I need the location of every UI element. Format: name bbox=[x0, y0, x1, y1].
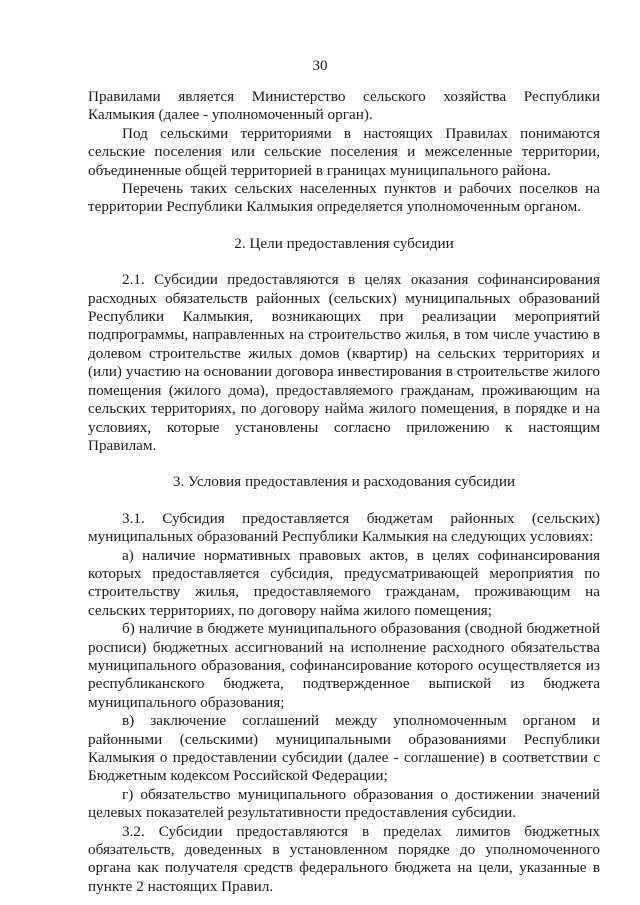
paragraph: 2.1. Субсидии предоставляются в целях оказания софинансирования расходных обязательств районных (сельских) муниципальных образований Республики Калмыкия, возникающих при реализации мероприятий подпрограммы, направленных на строительство жилья, в том числе участию в долевом строительстве жилых домов (квартир) на сельских территориях и (или) участию на основании договора инвестирования в строительстве жилого помещения (жилого дома), предоставляемого гражданам, проживающим на сельских территориях, по договору найма жилого помещения, в порядке и на условиях, которые установлены согласно приложению к настоящим Правилам. bbox=[88, 271, 600, 454]
paragraph: Под сельскими территориями в настоящих Правилах понимаются сельские поселения или сельские поселения и межселенные территории, объединенные общей территорией в границах муниципального района. bbox=[88, 124, 600, 179]
paragraph: Перечень таких сельских населенных пунктов и рабочих поселков на территории Республики Калмыкия определяется уполномоченным органом. bbox=[88, 180, 600, 216]
paragraph: в) заключение соглашений между уполномоченным органом и районными (сельскими) муниципальными образованиями Республики Калмыкия о предоставлении субсидии (далее - соглашение) в соответствии с Бюджетным кодексом Российской Федерации; bbox=[88, 712, 600, 785]
paragraph: б) наличие в бюджете муниципального образования (сводной бюджетной росписи) бюджетных ассигнований на исполнение расходного обязательства муниципального образования, софинансирование которого осуществляется из республиканского бюджета, подтвержденное выпиской из бюджета муниципального образования; bbox=[88, 620, 600, 711]
page-number: 30 bbox=[312, 58, 328, 74]
section-heading: 2. Цели предоставления субсидии bbox=[234, 234, 454, 252]
paragraph: г) обязательство муниципального образования о достижении значений целевых показателей результативности предоставления субсидии. bbox=[88, 785, 600, 822]
paragraph: 3.1. Субсидия предоставляется бюджетам районных (сельских) муниципальных образований Республики Калмыкия на следующих условиях: bbox=[88, 509, 600, 546]
paragraph: 3.2. Субсидии предоставляются в пределах лимитов бюджетных обязательств, доведенных в установленном порядке до уполномоченного органа как получателя средств федерального бюджета на цели, указанные в пункте 2 настоящих Правил. bbox=[88, 822, 600, 895]
paragraph: Правилами является Министерство сельского хозяйства Республики Калмыкия (далее - уполномоченный орган). bbox=[88, 88, 600, 124]
paragraph: а) наличие нормативных правовых актов, в целях софинансирования которых предоставляется субсидия, предусматривающей мероприятия по строительству жилья, предоставляемого гражданам, проживающим на сельских территориях, по договору найма жилого помещения; bbox=[88, 546, 600, 619]
section-heading: 3. Условия предоставления и расходования субсидии bbox=[172, 473, 516, 491]
document-body bbox=[88, 88, 600, 896]
